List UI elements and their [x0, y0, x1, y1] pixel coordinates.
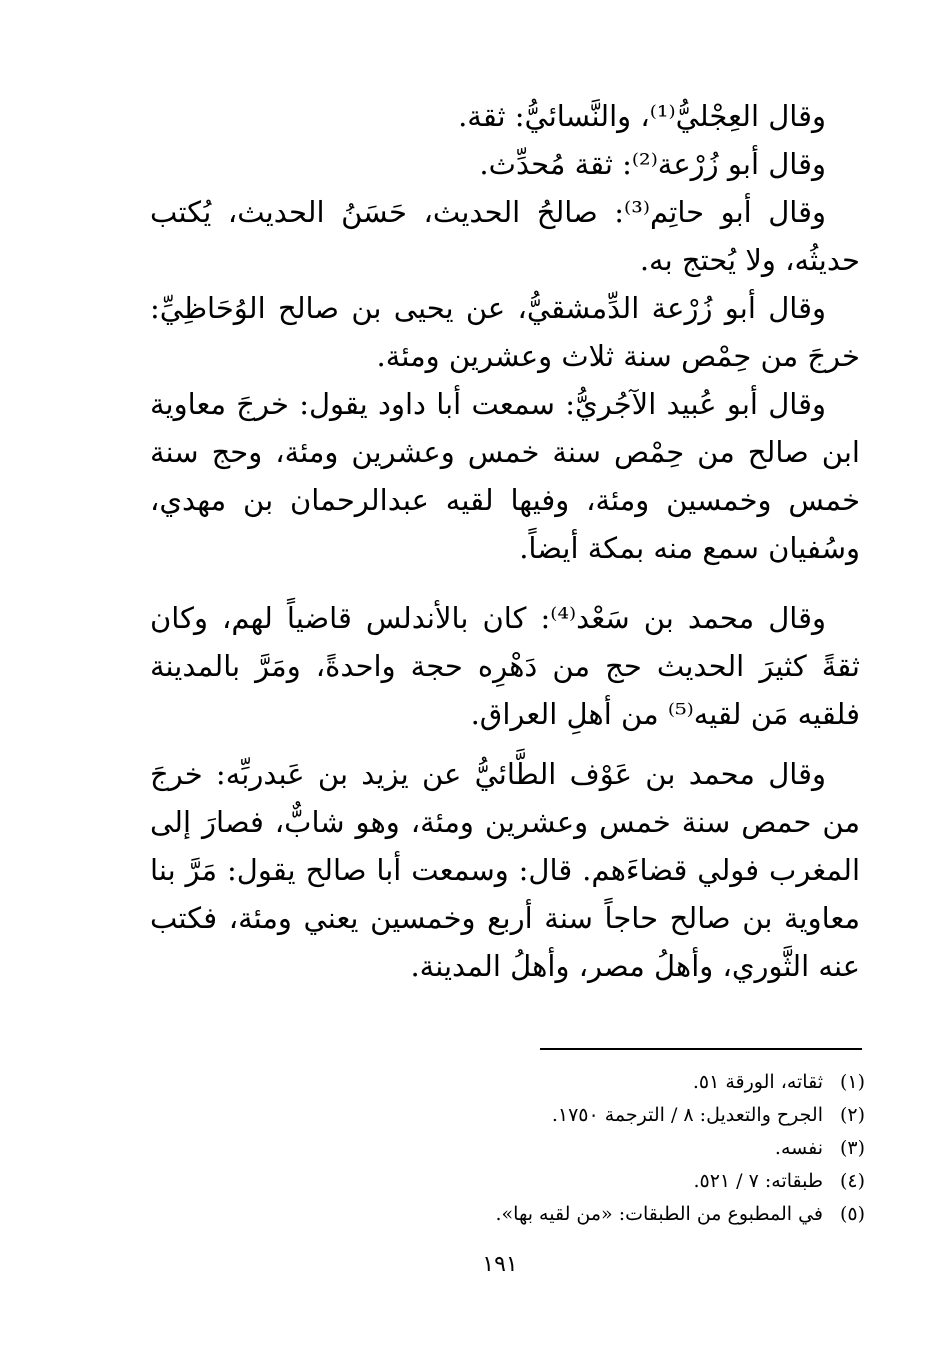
footnote-item — [400, 1198, 865, 1231]
paragraph-4 — [150, 284, 860, 380]
footnote-separator — [540, 1048, 862, 1050]
footnote-number: (٢) — [839, 1104, 865, 1126]
footnote-text: في المطبوع من الطبقات: «من لقيه بها». — [495, 1203, 823, 1225]
paragraph-6-text: وقال محمد بن سَعْد⁽⁴⁾: كان بالأندلس قاضياً لهم، وكان ثقةً كثيرَ الحديث حج من دَهْرِه حجة واحدةً، ومَرَّ بالمدينة فلقيه مَن لقيه⁽⁵⁾ من أهلِ العراق. — [150, 601, 860, 731]
paragraph-1 — [150, 92, 860, 140]
page-number: ١٩١ — [482, 1252, 518, 1277]
paragraph-4-text: وقال أبو زُرْعة الدِّمشقيُّ، عن يحيى بن صالح الوُحَاظِيِّ: خرجَ من حِمْص سنة ثلاث وعشرين ومئة. — [150, 291, 860, 373]
footnote-item — [400, 1165, 865, 1198]
paragraph-1-text: وقال العِجْليُّ⁽¹⁾، والنَّسائيُّ: ثقة. — [458, 99, 826, 133]
paragraph-3 — [150, 188, 860, 284]
footnote-item — [400, 1066, 865, 1099]
footnote-text: طبقاته: ٧ / ٥٢١. — [693, 1170, 823, 1192]
paragraph-2 — [150, 140, 860, 188]
footnote-text: نفسه. — [774, 1137, 823, 1159]
footnote-text: ثقاته، الورقة ٥١. — [692, 1071, 823, 1093]
paragraph-3-text: وقال أبو حاتِم⁽³⁾: صالحُ الحديث، حَسَنُ الحديث، يُكتب حديثُه، ولا يُحتج به. — [150, 195, 860, 277]
paragraph-7-text: وقال محمد بن عَوْف الطَّائيُّ عن يزيد بن عَبدربِّه: خرجَ من حمص سنة خمس وعشرين ومئة، وهو شابٌّ، فصارَ إلى المغرب فولي قضاءَهم. قال: وسمعت أبا صالح يقول: مَرَّ بنا معاوية بن صالح حاجاً سنة أربع وخمسين يعني ومئة، فكتب عنه الثَّوري، وأهلُ مصر، وأهلُ المدينة. — [150, 757, 860, 983]
footnote-number: (٤) — [839, 1170, 865, 1192]
footnote-item — [400, 1099, 865, 1132]
footnote-text: الجرح والتعديل: ٨ / الترجمة ١٧٥٠. — [551, 1104, 823, 1126]
footnote-number: (١) — [839, 1071, 865, 1093]
paragraph-2-text: وقال أبو زُرْعة⁽²⁾: ثقة مُحدِّث. — [479, 147, 826, 181]
footnote-number: (٥) — [839, 1203, 865, 1225]
paragraph-5-text: وقال أبو عُبيد الآجُريُّ: سمعت أبا داود يقول: خرجَ معاوية ابن صالح من حِمْص سنة خمس وعشرين ومئة، وحج سنة خمس وخمسين ومئة، وفيها لقيه عبدالرحمان بن مهدي، وسُفيان سمع منه بمكة أيضاً. — [150, 387, 860, 565]
paragraph-7 — [150, 750, 860, 990]
paragraph-5 — [150, 380, 860, 572]
footnote-item — [400, 1132, 865, 1165]
main-text — [150, 92, 860, 990]
footnotes — [400, 1066, 865, 1231]
paragraph-6 — [150, 594, 860, 738]
footnote-number: (٣) — [839, 1137, 865, 1159]
